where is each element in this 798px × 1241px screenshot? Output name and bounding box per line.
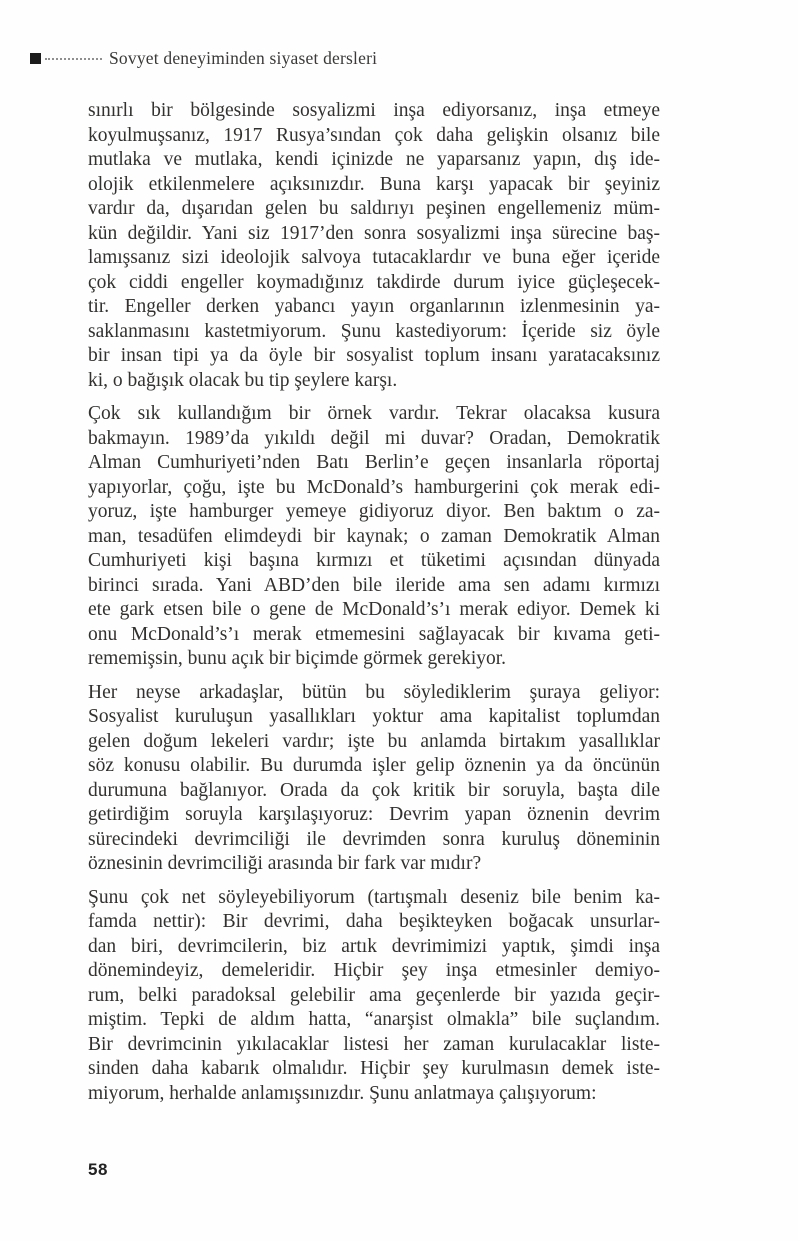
text-line: Bir devrimcinin yıkılacaklar listesi her zaman kurulacaklar liste- xyxy=(88,1033,660,1055)
text-line: koyulmuşsanız, 1917 Rusya’sından çok daha gelişkin olsanız bile xyxy=(88,124,660,146)
text-line: vardır da, dışarıdan gelen bu saldırıyı peşinen engellemeniz müm- xyxy=(88,198,660,219)
square-bullet-icon xyxy=(30,53,41,64)
text-line: miyorum, herhalde anlamışsınızdır. Şunu anlatmaya çalışıyorum: xyxy=(88,1082,597,1104)
paragraph xyxy=(88,99,660,393)
text-line: bakmayın. 1989’da yıkıldı değil mi duvar? Oradan, Demokratik xyxy=(88,427,660,449)
text-line: Cumhuriyeti kişi başına kırmızı et tüketimi açısından dünyada xyxy=(88,550,660,571)
text-line: çok ciddi engeller koymadığınız takdirde durum iyice güçleşecek- xyxy=(88,271,660,293)
text-line: sinden daha kabarık olmalıdır. Hiçbir şey kurulmasın demek iste- xyxy=(88,1058,660,1079)
text-line: onu McDonald’s’ı merak etmemesini sağlayacak bir kıvama geti- xyxy=(88,623,660,645)
text-line: yoruz, işte hamburger yemeye gidiyoruz diyor. Ben baktım o za- xyxy=(88,501,660,522)
text-line: ki, o bağışık olacak bu tip şeylere karşı. xyxy=(88,369,398,391)
text-line: gelen doğum lekeleri vardır; işte bu anlamda birtakım yasallıklar xyxy=(88,730,660,752)
text-line: dan biri, devrimcilerin, biz artık devrimimizi yaptık, şimdi inşa xyxy=(88,935,660,957)
text-line: Çok sık kullandığım bir örnek vardır. Tekrar olacaksa kusura xyxy=(88,403,660,424)
text-line: mutlaka ve mutlaka, kendi içinizde ne yaparsanız yapın, dış ide- xyxy=(88,149,660,170)
running-header-title: Sovyet deneyiminden siyaset dersleri xyxy=(109,48,378,68)
text-line: getirdiğim soruyla karşılaşıyoruz: Devrim yapan öznenin devrim xyxy=(88,804,660,825)
text-line: Her neyse arkadaşlar, bütün bu söylediklerim şuraya geliyor: xyxy=(88,681,660,703)
text-line: rememişsin, bunu açık bir biçimde görmek gerekiyor. xyxy=(88,648,507,669)
text-line: kün değildir. Yani siz 1917’den sonra sosyalizmi inşa sürecine baş- xyxy=(88,222,660,244)
dotted-leader-line xyxy=(45,58,102,60)
text-line: bir insan tipi ya da öyle bir sosyalist toplum insanı yaratacaksınız xyxy=(88,345,660,366)
running-header xyxy=(30,48,670,69)
text-line: sınırlı bir bölgesinde sosyalizmi inşa ediyorsanız, inşa etmeye xyxy=(88,100,660,121)
page-number: 58 xyxy=(88,1160,108,1179)
paragraph xyxy=(88,681,660,877)
text-line: ete gark etsen bile o gene de McDonald’s’ı merak ediyor. Demek ki xyxy=(88,599,660,620)
text-line: lamışsanız sizi ideolojik salvoya tutacaklardır ve buna eğer içeride xyxy=(88,247,660,268)
text-line: saklanmasını kastetmiyorum. Şunu kastediyorum: İçeride siz öyle xyxy=(88,320,660,342)
text-line: dönemindeyiz, demeleridir. Hiçbir şey inşa etmesinler demiyo- xyxy=(88,960,660,981)
text-line: birinci sırada. Yani ABD’den bile ileride ama sen adamı kırmızı xyxy=(88,574,660,596)
text-line: tir. Engeller derken yabancı yayın organlarının izlenmesinin ya- xyxy=(88,296,660,317)
text-line: yapıyorlar, çoğu, işte bu McDonald’s hamburgerini çok merak edi- xyxy=(88,476,660,498)
text-line: Alman Cumhuriyeti’nden Batı Berlin’e geçen insanlarla röportaj xyxy=(88,452,660,473)
paragraph xyxy=(88,402,660,672)
text-line: sürecindeki devrimciliği ile devrimden sonra kuruluş döneminin xyxy=(88,828,660,850)
text-line: durumuna bağlanıyor. Orada da çok kritik bir soruyla, başta dile xyxy=(88,779,660,801)
text-line: olojik etkilenmelere açıksınızdır. Buna karşı yapacak bir şeyiniz xyxy=(88,173,660,195)
text-line: miştim. Tepki de aldım hatta, “anarşist olmakla” bile suçlandım. xyxy=(88,1009,660,1030)
text-line: man, tesadüfen elimdeydi bir kaynak; o zaman Demokratik Alman xyxy=(88,525,660,547)
text-line: öznesinin devrimciliği arasında bir fark var mıdır? xyxy=(88,853,482,874)
text-line: söz konusu olabilir. Bu durumda işler gelip öznenin ya da öncünün xyxy=(88,755,660,776)
paragraph xyxy=(88,886,660,1107)
text-line: Sosyalist kuruluşun yasallıkları yoktur ama kapitalist toplumdan xyxy=(88,706,660,727)
text-line: rum, belki paradoksal gelebilir ama geçenlerde bir yazıda geçir- xyxy=(88,984,660,1006)
text-line: Şunu çok net söyleyebiliyorum (tartışmalı deseniz bile benim ka- xyxy=(88,886,660,908)
body-text xyxy=(88,99,660,1115)
text-line: famda nettir): Bir devrimi, daha beşikteyken boğacak unsurlar- xyxy=(88,911,660,932)
